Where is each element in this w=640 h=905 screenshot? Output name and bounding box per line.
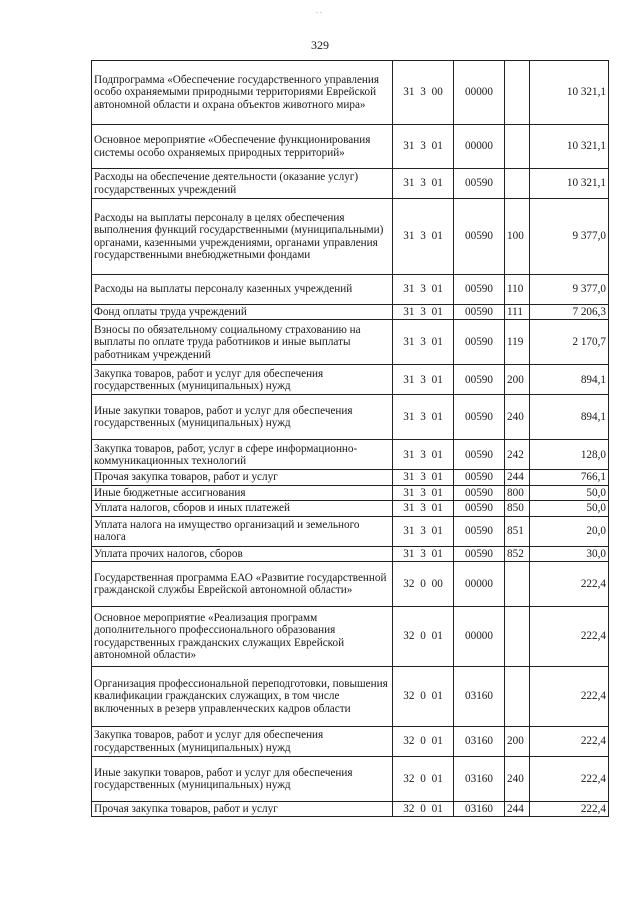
budget-table-body xyxy=(92,61,609,817)
table-row xyxy=(92,395,609,440)
row-direction-code: 00590 xyxy=(454,440,505,470)
row-amount: 894,1 xyxy=(530,365,609,395)
row-program-code: 31 3 00 xyxy=(393,61,454,125)
table-row xyxy=(92,470,609,485)
row-name: Фонд оплаты труда учреждений xyxy=(92,305,393,320)
row-direction-code: 00590 xyxy=(454,395,505,440)
row-name: Иные бюджетные ассигнования xyxy=(92,485,393,500)
row-name: Прочая закупка товаров, работ и услуг xyxy=(92,470,393,485)
row-direction-code: 00590 xyxy=(454,320,505,365)
row-program-code: 32 0 01 xyxy=(393,607,454,667)
row-amount: 894,1 xyxy=(530,395,609,440)
row-name: Закупка товаров, работ и услуг для обеспечения государственных (муниципальных) нужд xyxy=(92,365,393,395)
row-name: Иные закупки товаров, работ и услуг для обеспечения государственных (муниципальных) нужд xyxy=(92,395,393,440)
row-direction-code: 00590 xyxy=(454,305,505,320)
row-direction-code: 00590 xyxy=(454,501,505,516)
table-row xyxy=(92,169,609,199)
row-program-code: 31 3 01 xyxy=(393,395,454,440)
row-amount: 222,4 xyxy=(530,802,609,817)
row-name: Государственная программа ЕАО «Развитие государственной гражданской службы Еврейской автономной области» xyxy=(92,562,393,607)
row-program-code: 31 3 01 xyxy=(393,320,454,365)
row-expense-type: 100 xyxy=(505,199,530,275)
row-name: Расходы на выплаты персоналу в целях обеспечения выполнения функций государственными (муниципальными) органами, казенными учреждениями, органами управления государственными внебюджетными фондами xyxy=(92,199,393,275)
table-row xyxy=(92,61,609,125)
row-name: Взносы по обязательному социальному страхованию на выплаты по оплате труда работников и иные выплаты работникам учреждений xyxy=(92,320,393,365)
row-name: Уплата налогов, сборов и иных платежей xyxy=(92,501,393,516)
table-row xyxy=(92,125,609,169)
row-amount: 222,4 xyxy=(530,757,609,802)
table-row xyxy=(92,607,609,667)
row-expense-type: 200 xyxy=(505,727,530,757)
table-row xyxy=(92,501,609,516)
row-name: Подпрограмма «Обеспечение государственного управления особо охраняемыми природными территориями Еврейской автономной области и охрана объектов животного мира» xyxy=(92,61,393,125)
row-program-code: 31 3 01 xyxy=(393,501,454,516)
table-row xyxy=(92,727,609,757)
row-direction-code: 00590 xyxy=(454,485,505,500)
table-row xyxy=(92,562,609,607)
row-direction-code: 00000 xyxy=(454,562,505,607)
row-direction-code: 03160 xyxy=(454,802,505,817)
row-direction-code: 00590 xyxy=(454,470,505,485)
row-expense-type: 852 xyxy=(505,546,530,561)
row-amount: 10 321,1 xyxy=(530,169,609,199)
row-name: Расходы на выплаты персоналу казенных учреждений xyxy=(92,275,393,305)
row-direction-code: 00000 xyxy=(454,607,505,667)
row-program-code: 32 0 00 xyxy=(393,562,454,607)
row-direction-code: 03160 xyxy=(454,667,505,727)
row-expense-type: 800 xyxy=(505,485,530,500)
row-expense-type: 200 xyxy=(505,365,530,395)
row-name: Основное мероприятие «Реализация программ дополнительного профессионального образования государственных гражданских служащих Еврейской автономной области» xyxy=(92,607,393,667)
row-amount: 30,0 xyxy=(530,546,609,561)
top-mark: . . xyxy=(316,6,322,15)
row-expense-type: 244 xyxy=(505,802,530,817)
row-name: Закупка товаров, работ и услуг для обеспечения государственных (муниципальных) нужд xyxy=(92,727,393,757)
row-program-code: 31 3 01 xyxy=(393,365,454,395)
row-amount: 222,4 xyxy=(530,667,609,727)
row-program-code: 32 0 01 xyxy=(393,802,454,817)
row-expense-type: 851 xyxy=(505,516,530,546)
row-expense-type: 111 xyxy=(505,305,530,320)
row-amount: 9 377,0 xyxy=(530,199,609,275)
table-row xyxy=(92,320,609,365)
table-row xyxy=(92,802,609,817)
row-amount: 222,4 xyxy=(530,562,609,607)
row-name: Закупка товаров, работ, услуг в сфере информационно-коммуникационных технологий xyxy=(92,440,393,470)
table-row xyxy=(92,546,609,561)
row-amount: 20,0 xyxy=(530,516,609,546)
row-program-code: 32 0 01 xyxy=(393,757,454,802)
row-program-code: 31 3 01 xyxy=(393,169,454,199)
row-program-code: 31 3 01 xyxy=(393,125,454,169)
row-program-code: 31 3 01 xyxy=(393,485,454,500)
row-program-code: 31 3 01 xyxy=(393,440,454,470)
row-expense-type: 240 xyxy=(505,757,530,802)
row-program-code: 32 0 01 xyxy=(393,667,454,727)
table-row xyxy=(92,516,609,546)
table-row xyxy=(92,365,609,395)
page-number: 329 xyxy=(311,38,329,52)
row-expense-type: 119 xyxy=(505,320,530,365)
table-row xyxy=(92,305,609,320)
row-expense-type: 850 xyxy=(505,501,530,516)
table-row xyxy=(92,485,609,500)
row-name: Уплата налога на имущество организаций и земельного налога xyxy=(92,516,393,546)
row-direction-code: 00590 xyxy=(454,546,505,561)
row-expense-type: 240 xyxy=(505,395,530,440)
table-row xyxy=(92,757,609,802)
row-amount: 9 377,0 xyxy=(530,275,609,305)
row-program-code: 31 3 01 xyxy=(393,516,454,546)
table-row xyxy=(92,440,609,470)
row-name: Основное мероприятие «Обеспечение функционирования системы особо охраняемых природных территорий» xyxy=(92,125,393,169)
row-direction-code: 03160 xyxy=(454,727,505,757)
row-expense-type: 242 xyxy=(505,440,530,470)
row-amount: 766,1 xyxy=(530,470,609,485)
row-direction-code: 00590 xyxy=(454,516,505,546)
row-amount: 7 206,3 xyxy=(530,305,609,320)
row-amount: 222,4 xyxy=(530,727,609,757)
row-name: Организация профессиональной переподготовки, повышения квалификации гражданских служащих, в том числе включенных в резерв управленческих кадров области xyxy=(92,667,393,727)
row-program-code: 31 3 01 xyxy=(393,546,454,561)
table-row xyxy=(92,199,609,275)
row-expense-type xyxy=(505,125,530,169)
row-name: Прочая закупка товаров, работ и услуг xyxy=(92,802,393,817)
row-expense-type: 244 xyxy=(505,470,530,485)
row-amount: 128,0 xyxy=(530,440,609,470)
table-row xyxy=(92,275,609,305)
budget-table xyxy=(91,60,609,817)
row-expense-type: 110 xyxy=(505,275,530,305)
row-direction-code: 00000 xyxy=(454,125,505,169)
row-expense-type xyxy=(505,61,530,125)
table-row xyxy=(92,667,609,727)
row-program-code: 31 3 01 xyxy=(393,305,454,320)
row-expense-type xyxy=(505,667,530,727)
row-name: Уплата прочих налогов, сборов xyxy=(92,546,393,561)
row-amount: 10 321,1 xyxy=(530,125,609,169)
row-direction-code: 00590 xyxy=(454,169,505,199)
row-direction-code: 00590 xyxy=(454,365,505,395)
row-expense-type xyxy=(505,169,530,199)
row-direction-code: 00000 xyxy=(454,61,505,125)
row-name: Расходы на обеспечение деятельности (оказание услуг) государственных учреждений xyxy=(92,169,393,199)
row-amount: 10 321,1 xyxy=(530,61,609,125)
row-direction-code: 03160 xyxy=(454,757,505,802)
row-direction-code: 00590 xyxy=(454,199,505,275)
row-program-code: 32 0 01 xyxy=(393,727,454,757)
row-amount: 222,4 xyxy=(530,607,609,667)
row-program-code: 31 3 01 xyxy=(393,470,454,485)
row-program-code: 31 3 01 xyxy=(393,275,454,305)
row-amount: 50,0 xyxy=(530,485,609,500)
row-amount: 50,0 xyxy=(530,501,609,516)
row-program-code: 31 3 01 xyxy=(393,199,454,275)
row-amount: 2 170,7 xyxy=(530,320,609,365)
row-name: Иные закупки товаров, работ и услуг для обеспечения государственных (муниципальных) нужд xyxy=(92,757,393,802)
row-expense-type xyxy=(505,562,530,607)
row-expense-type xyxy=(505,607,530,667)
row-direction-code: 00590 xyxy=(454,275,505,305)
